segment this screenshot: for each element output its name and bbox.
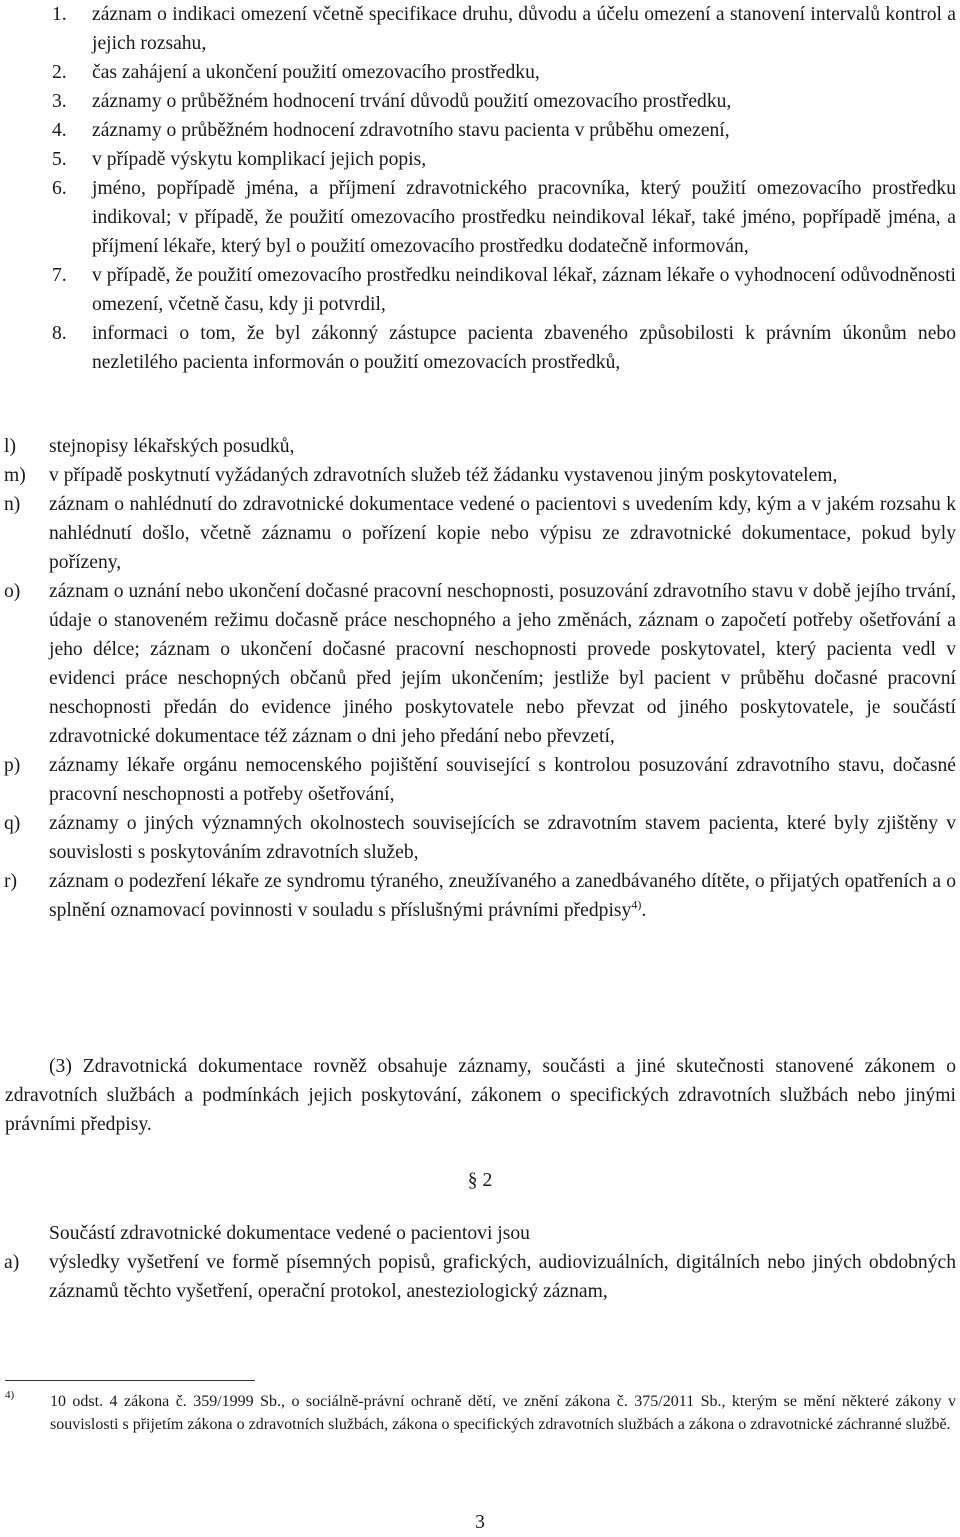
list-marker: o): [4, 581, 21, 602]
page-number: 3: [475, 1512, 485, 1533]
list-item-text: výsledky vyšetření ve formě písemných popisů, grafických, audiovizuálních, digitálních nebo jiných obdobných záznamů těchto vyšetření, operační protokol, anesteziologický záznam,: [49, 1252, 956, 1302]
documentation-components-list: [0, 432, 956, 925]
footnote-text: 10 odst. 4 zákona č. 359/1999 Sb., o sociálně-právní ochraně dětí, ve znění zákona č. 375/2011 Sb., kterým se mění některé zákony v souvislosti s přijetím zákona o zdravotních službách, zákona o specifických zdravotních službách a zákona o zdravotnické záchranné službě.: [50, 1393, 956, 1433]
list-item-tail: .: [641, 900, 647, 921]
list-item-text: jméno, popřípadě jména, a příjmení zdravotnického pracovníka, který použití omezovacího prostředku indikoval; v případě, že použití omezovacího prostředku neindikoval lékař, také jméno, popřípadě jména, a příjmení lékaře, který byl o použití omezovacího prostředku dodatečně informován,: [92, 178, 956, 257]
list-item-text: záznam o nahlédnutí do zdravotnické dokumentace vedené o pacientovi s uvedením kdy, kým a v jakém rozsahu k nahlédnutí došlo, včetně záznamu o pořízení kopie nebo výpisu ze zdravotnické dokumentace, pokud byly pořízeny,: [49, 494, 956, 573]
list-item: [0, 0, 956, 58]
list-marker: 5.: [52, 149, 67, 170]
list-marker: 2.: [52, 62, 67, 83]
list-item-text: záznamy lékaře orgánu nemocenského pojištění související s kontrolou posuzování zdravotního stavu, dočasné pracovní neschopnosti a potřeby ošetřování,: [49, 755, 956, 805]
list-item: [0, 751, 956, 809]
list-item-text: čas zahájení a ukončení použití omezovacího prostředku,: [92, 62, 540, 83]
list-marker: a): [4, 1252, 20, 1273]
list-item: [0, 809, 956, 867]
list-item: [0, 174, 956, 261]
list-marker: q): [4, 813, 21, 834]
list-item: [0, 145, 956, 174]
list-item: [0, 867, 956, 925]
list-marker: 3.: [52, 91, 67, 112]
list-item-text: záznam o indikaci omezení včetně specifikace druhu, důvodu a účelu omezení a stanovení intervalů kontrol a jejich rozsahu,: [92, 4, 956, 54]
list-item: [0, 577, 956, 751]
list-marker: r): [4, 871, 18, 892]
paragraph-text: (3) Zdravotnická dokumentace rovněž obsahuje záznamy, součásti a jiné skutečnosti stanovené zákonem o zdravotních službách a podmínkách jejich poskytování, zákonem o specifických zdravotních službách nebo jinými právními předpisy.: [5, 1056, 956, 1135]
list-item-text: záznamy o průběžném hodnocení zdravotního stavu pacienta v průběhu omezení,: [92, 120, 730, 141]
list-item: [0, 1248, 956, 1306]
list-marker: p): [4, 755, 21, 776]
paragraph-3: [5, 1052, 956, 1139]
list-item: [0, 319, 956, 377]
footnote: [5, 1390, 956, 1436]
list-marker: m): [4, 465, 26, 486]
list-marker: l): [4, 436, 16, 457]
list-marker: n): [4, 494, 21, 515]
list-item: [0, 461, 956, 490]
footnote-separator: [5, 1380, 255, 1381]
restraint-record-list: [0, 0, 956, 377]
footnote-reference: 4): [631, 897, 642, 912]
section-items-list: [0, 1248, 956, 1306]
list-item-text: informaci o tom, že byl zákonný zástupce pacienta zbaveného způsobilosti k právním úkonům nebo nezletilého pacienta informován o použití omezovacích prostředků,: [92, 323, 956, 373]
list-item: [0, 261, 956, 319]
list-marker: 8.: [52, 323, 67, 344]
list-item: [0, 58, 956, 87]
list-marker: 4.: [52, 120, 67, 141]
list-marker: 6.: [52, 178, 67, 199]
section-intro: Součástí zdravotnické dokumentace vedené o pacientovi jsou: [49, 1223, 530, 1244]
list-marker: 7.: [52, 265, 67, 286]
list-item-text: stejnopisy lékařských posudků,: [49, 436, 295, 457]
list-item-text: v případě poskytnutí vyžádaných zdravotních služeb též žádanku vystavenou jiným poskytovatelem,: [49, 465, 838, 486]
list-item: [0, 116, 956, 145]
section-heading: § 2: [467, 1170, 493, 1191]
list-item: [0, 432, 956, 461]
list-item-text: záznamy o průběžném hodnocení trvání důvodů použití omezovacího prostředku,: [92, 91, 732, 112]
list-item-text: záznam o uznání nebo ukončení dočasné pracovní neschopnosti, posuzování zdravotního stavu v době jejího trvání, údaje o stanoveném režimu dočasně práce neschopného a jeho změnách, záznam o započetí potřeby ošetřování a jeho délce; záznam o ukončení dočasné pracovní neschopnosti provede poskytovatel, který pacienta vedl v evidenci práce neschopných občanů před jejím ukončením; jestliže byl pacient v průběhu dočasné pracovní neschopnosti předán do evidence jiného poskytovatele nebo převzat od jiného poskytovatele, je součástí zdravotnické dokumentace též záznam o dni jeho předání nebo převzetí,: [49, 581, 956, 747]
list-marker: 1.: [52, 4, 67, 25]
list-item: [0, 87, 956, 116]
list-item-text: záznamy o jiných významných okolnostech souvisejících se zdravotním stavem pacienta, které byly zjištěny v souvislosti s poskytováním zdravotních služeb,: [49, 813, 956, 863]
list-item: [0, 490, 956, 577]
list-item-text: v případě výskytu komplikací jejich popis,: [92, 149, 427, 170]
list-item-text: záznam o podezření lékaře ze syndromu týraného, zneužívaného a zanedbávaného dítěte, o přijatých opatřeních a o splnění oznamovací povinnosti v souladu s příslušnými právními předpisy: [49, 871, 956, 921]
footnote-marker: 4): [5, 1389, 15, 1401]
list-item-text: v případě, že použití omezovacího prostředku neindikoval lékař, záznam lékaře o vyhodnocení odůvodněnosti omezení, včetně času, kdy ji potvrdil,: [92, 265, 956, 315]
